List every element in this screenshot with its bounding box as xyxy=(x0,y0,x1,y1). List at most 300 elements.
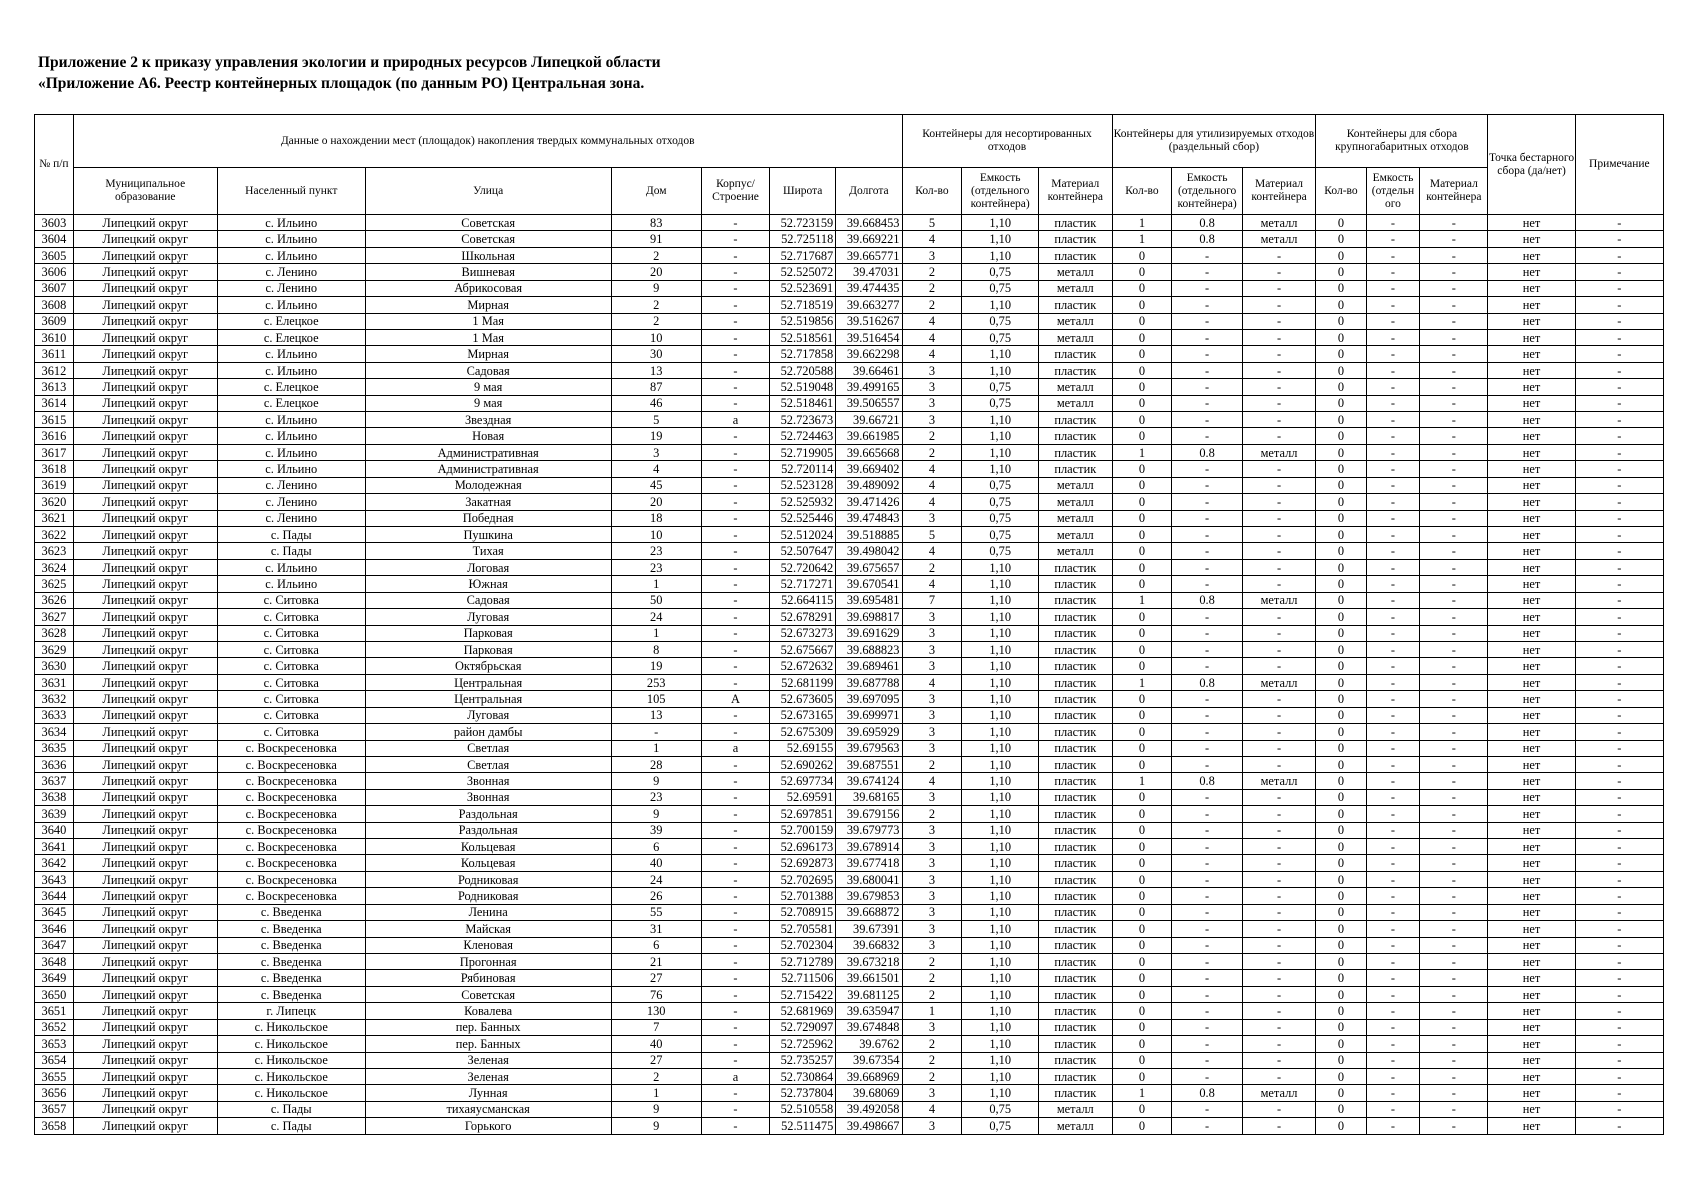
cell-set: с. Воскресеновка xyxy=(217,789,365,805)
cell-bcap: - xyxy=(1366,625,1420,641)
cell-bld: - xyxy=(701,871,769,887)
cell-bld: - xyxy=(701,297,769,313)
cell-mun: Липецкий округ xyxy=(73,953,217,969)
cell-num: 3649 xyxy=(35,970,74,986)
cell-uc: 3 xyxy=(902,362,962,378)
cell-bld: - xyxy=(701,609,769,625)
cell-lat: 52.724463 xyxy=(770,428,836,444)
cell-rcap: 0.8 xyxy=(1172,215,1242,231)
cell-bc: 0 xyxy=(1316,1101,1366,1117)
cell-bld: - xyxy=(701,527,769,543)
table-row xyxy=(35,428,1664,444)
cell-umat: металл xyxy=(1039,494,1113,510)
cell-house: 20 xyxy=(611,264,701,280)
cell-mun: Липецкий округ xyxy=(73,264,217,280)
cell-bc: 0 xyxy=(1316,839,1366,855)
cell-umat: пластик xyxy=(1039,970,1113,986)
cell-lon: 39.681125 xyxy=(836,986,902,1002)
cell-bld: - xyxy=(701,855,769,871)
cell-bmat: - xyxy=(1420,1052,1488,1068)
cell-bc: 0 xyxy=(1316,280,1366,296)
cell-house: 5 xyxy=(611,412,701,428)
cell-bmat: - xyxy=(1420,970,1488,986)
cell-lat: 52.701388 xyxy=(770,888,836,904)
cell-point: нет xyxy=(1488,1003,1575,1019)
cell-rmat: - xyxy=(1242,329,1316,345)
cell-street: Раздольная xyxy=(365,822,611,838)
table-row xyxy=(35,362,1664,378)
cell-rc: 0 xyxy=(1112,461,1172,477)
cell-street: Звездная xyxy=(365,412,611,428)
cell-rmat: металл xyxy=(1242,773,1316,789)
cell-bc: 0 xyxy=(1316,576,1366,592)
cell-mun: Липецкий округ xyxy=(73,576,217,592)
cell-num: 3605 xyxy=(35,247,74,263)
cell-house: 253 xyxy=(611,674,701,690)
cell-house: 7 xyxy=(611,1019,701,1035)
cell-umat: пластик xyxy=(1039,576,1113,592)
cell-mun: Липецкий округ xyxy=(73,1101,217,1117)
table-row xyxy=(35,658,1664,674)
cell-bc: 0 xyxy=(1316,527,1366,543)
cell-bld: - xyxy=(701,543,769,559)
cell-num: 3613 xyxy=(35,379,74,395)
cell-point: нет xyxy=(1488,395,1575,411)
cell-bmat: - xyxy=(1420,855,1488,871)
cell-umat: пластик xyxy=(1039,1052,1113,1068)
cell-num: 3620 xyxy=(35,494,74,510)
cell-lat: 52.692873 xyxy=(770,855,836,871)
document-title xyxy=(38,52,661,94)
cell-set: с. Ситовка xyxy=(217,674,365,690)
cell-house: 87 xyxy=(611,379,701,395)
cell-bc: 0 xyxy=(1316,494,1366,510)
cell-rmat: - xyxy=(1242,297,1316,313)
cell-rc: 0 xyxy=(1112,691,1172,707)
cell-set: с. Воскресеновка xyxy=(217,773,365,789)
cell-mun: Липецкий округ xyxy=(73,806,217,822)
cell-lat: 52.523691 xyxy=(770,280,836,296)
cell-bld: - xyxy=(701,921,769,937)
cell-lat: 52.523128 xyxy=(770,477,836,493)
cell-street: Горького xyxy=(365,1118,611,1134)
cell-bld: - xyxy=(701,970,769,986)
table-row xyxy=(35,412,1664,428)
cell-mun: Липецкий округ xyxy=(73,510,217,526)
cell-num: 3634 xyxy=(35,724,74,740)
cell-uc: 5 xyxy=(902,527,962,543)
cell-ucap: 0,75 xyxy=(962,477,1039,493)
cell-lat: 52.725118 xyxy=(770,231,836,247)
cell-note: - xyxy=(1575,264,1663,280)
cell-num: 3637 xyxy=(35,773,74,789)
cell-ucap: 1,10 xyxy=(962,740,1039,756)
cell-rmat: - xyxy=(1242,641,1316,657)
cell-street: Южная xyxy=(365,576,611,592)
cell-rc: 0 xyxy=(1112,527,1172,543)
cell-street: Административная xyxy=(365,461,611,477)
cell-lat: 52.725962 xyxy=(770,1036,836,1052)
cell-rmat: - xyxy=(1242,953,1316,969)
cell-uc: 2 xyxy=(902,806,962,822)
cell-note: - xyxy=(1575,625,1663,641)
cell-num: 3642 xyxy=(35,855,74,871)
cell-point: нет xyxy=(1488,559,1575,575)
cell-rmat: - xyxy=(1242,264,1316,280)
cell-note: - xyxy=(1575,822,1663,838)
cell-ucap: 0,75 xyxy=(962,280,1039,296)
cell-rc: 0 xyxy=(1112,412,1172,428)
cell-street: Октябрьская xyxy=(365,658,611,674)
cell-rmat: - xyxy=(1242,986,1316,1002)
cell-rmat: - xyxy=(1242,855,1316,871)
cell-point: нет xyxy=(1488,329,1575,345)
cell-bcap: - xyxy=(1366,576,1420,592)
cell-uc: 3 xyxy=(902,658,962,674)
table-row xyxy=(35,1101,1664,1117)
cell-rc: 0 xyxy=(1112,329,1172,345)
cell-lon: 39.697095 xyxy=(836,691,902,707)
cell-rmat: - xyxy=(1242,904,1316,920)
cell-bld: - xyxy=(701,444,769,460)
cell-bmat: - xyxy=(1420,527,1488,543)
cell-bld: - xyxy=(701,756,769,772)
cell-num: 3646 xyxy=(35,921,74,937)
cell-point: нет xyxy=(1488,297,1575,313)
cell-mun: Липецкий округ xyxy=(73,477,217,493)
cell-rmat: - xyxy=(1242,412,1316,428)
cell-ucap: 1,10 xyxy=(962,806,1039,822)
cell-uc: 3 xyxy=(902,379,962,395)
cell-lon: 39.498042 xyxy=(836,543,902,559)
cell-num: 3654 xyxy=(35,1052,74,1068)
cell-uc: 4 xyxy=(902,461,962,477)
cell-bmat: - xyxy=(1420,691,1488,707)
cell-note: - xyxy=(1575,461,1663,477)
cell-bc: 0 xyxy=(1316,691,1366,707)
cell-umat: металл xyxy=(1039,329,1113,345)
cell-street: Новая xyxy=(365,428,611,444)
cell-mun: Липецкий округ xyxy=(73,937,217,953)
cell-mun: Липецкий округ xyxy=(73,1118,217,1134)
cell-street: Абрикосовая xyxy=(365,280,611,296)
cell-rc: 0 xyxy=(1112,1052,1172,1068)
cell-rmat: - xyxy=(1242,527,1316,543)
cell-mun: Липецкий округ xyxy=(73,395,217,411)
cell-uc: 2 xyxy=(902,559,962,575)
cell-rcap: - xyxy=(1172,888,1242,904)
cell-point: нет xyxy=(1488,362,1575,378)
cell-lon: 39.665771 xyxy=(836,247,902,263)
cell-point: нет xyxy=(1488,658,1575,674)
cell-street: тихаяусманская xyxy=(365,1101,611,1117)
cell-note: - xyxy=(1575,559,1663,575)
cell-num: 3603 xyxy=(35,215,74,231)
cell-mun: Липецкий округ xyxy=(73,247,217,263)
cell-ucap: 1,10 xyxy=(962,215,1039,231)
cell-bmat: - xyxy=(1420,395,1488,411)
cell-ucap: 1,10 xyxy=(962,986,1039,1002)
cell-street: Садовая xyxy=(365,362,611,378)
cell-note: - xyxy=(1575,986,1663,1002)
cell-lon: 39.691629 xyxy=(836,625,902,641)
header-recyclable-material: Материал контейнера xyxy=(1242,168,1316,215)
table-row xyxy=(35,215,1664,231)
cell-rmat: - xyxy=(1242,494,1316,510)
cell-rc: 0 xyxy=(1112,921,1172,937)
cell-point: нет xyxy=(1488,904,1575,920)
cell-lon: 39.679156 xyxy=(836,806,902,822)
cell-rmat: - xyxy=(1242,313,1316,329)
cell-ucap: 1,10 xyxy=(962,1052,1039,1068)
cell-lon: 39.498667 xyxy=(836,1118,902,1134)
cell-uc: 4 xyxy=(902,231,962,247)
cell-rc: 0 xyxy=(1112,625,1172,641)
cell-lat: 52.673165 xyxy=(770,707,836,723)
cell-bmat: - xyxy=(1420,641,1488,657)
cell-bc: 0 xyxy=(1316,362,1366,378)
cell-bld: - xyxy=(701,510,769,526)
cell-lat: 52.723673 xyxy=(770,412,836,428)
cell-uc: 4 xyxy=(902,543,962,559)
cell-bc: 0 xyxy=(1316,921,1366,937)
cell-rmat: - xyxy=(1242,822,1316,838)
cell-house: 3 xyxy=(611,444,701,460)
cell-lon: 39.688823 xyxy=(836,641,902,657)
cell-bmat: - xyxy=(1420,773,1488,789)
cell-note: - xyxy=(1575,379,1663,395)
cell-rc: 0 xyxy=(1112,280,1172,296)
cell-house: 50 xyxy=(611,592,701,608)
cell-mun: Липецкий округ xyxy=(73,773,217,789)
cell-street: пер. Банных xyxy=(365,1036,611,1052)
cell-num: 3606 xyxy=(35,264,74,280)
cell-rmat: - xyxy=(1242,756,1316,772)
cell-point: нет xyxy=(1488,921,1575,937)
cell-rmat: металл xyxy=(1242,592,1316,608)
cell-uc: 4 xyxy=(902,1101,962,1117)
cell-bc: 0 xyxy=(1316,806,1366,822)
cell-bcap: - xyxy=(1366,855,1420,871)
cell-street: Центральная xyxy=(365,674,611,690)
cell-point: нет xyxy=(1488,527,1575,543)
cell-bc: 0 xyxy=(1316,986,1366,1002)
cell-note: - xyxy=(1575,395,1663,411)
cell-set: с. Елецкое xyxy=(217,313,365,329)
cell-house: 21 xyxy=(611,953,701,969)
cell-rc: 0 xyxy=(1112,247,1172,263)
cell-lat: 52.717858 xyxy=(770,346,836,362)
cell-mun: Липецкий округ xyxy=(73,215,217,231)
cell-ucap: 1,10 xyxy=(962,1019,1039,1035)
cell-umat: пластик xyxy=(1039,609,1113,625)
cell-bc: 0 xyxy=(1316,641,1366,657)
table-row xyxy=(35,1068,1664,1084)
cell-point: нет xyxy=(1488,215,1575,231)
cell-note: - xyxy=(1575,592,1663,608)
cell-point: нет xyxy=(1488,986,1575,1002)
cell-rmat: - xyxy=(1242,346,1316,362)
cell-num: 3653 xyxy=(35,1036,74,1052)
cell-rcap: - xyxy=(1172,247,1242,263)
cell-point: нет xyxy=(1488,1068,1575,1084)
cell-bcap: - xyxy=(1366,773,1420,789)
cell-uc: 2 xyxy=(902,428,962,444)
cell-set: с. Введенка xyxy=(217,953,365,969)
container-registry-table xyxy=(34,114,1664,1135)
cell-num: 3648 xyxy=(35,953,74,969)
cell-lat: 52.730864 xyxy=(770,1068,836,1084)
cell-lon: 39.635947 xyxy=(836,1003,902,1019)
cell-lat: 52.700159 xyxy=(770,822,836,838)
table-row xyxy=(35,625,1664,641)
cell-bcap: - xyxy=(1366,461,1420,477)
table-row xyxy=(35,740,1664,756)
cell-rc: 0 xyxy=(1112,379,1172,395)
cell-mun: Липецкий округ xyxy=(73,329,217,345)
cell-house: 91 xyxy=(611,231,701,247)
cell-umat: пластик xyxy=(1039,839,1113,855)
cell-bmat: - xyxy=(1420,724,1488,740)
cell-house: - xyxy=(611,724,701,740)
cell-set: с. Ильино xyxy=(217,362,365,378)
cell-bcap: - xyxy=(1366,510,1420,526)
cell-ucap: 1,10 xyxy=(962,592,1039,608)
cell-lon: 39.492058 xyxy=(836,1101,902,1117)
cell-bcap: - xyxy=(1366,1085,1420,1101)
cell-uc: 4 xyxy=(902,346,962,362)
cell-bmat: - xyxy=(1420,871,1488,887)
cell-bld: - xyxy=(701,641,769,657)
table-row xyxy=(35,1085,1664,1101)
cell-rc: 0 xyxy=(1112,1101,1172,1117)
cell-bc: 0 xyxy=(1316,477,1366,493)
cell-bc: 0 xyxy=(1316,609,1366,625)
cell-bc: 0 xyxy=(1316,461,1366,477)
cell-umat: металл xyxy=(1039,527,1113,543)
cell-house: 130 xyxy=(611,1003,701,1019)
cell-ucap: 1,10 xyxy=(962,756,1039,772)
cell-num: 3627 xyxy=(35,609,74,625)
cell-bc: 0 xyxy=(1316,822,1366,838)
cell-rcap: - xyxy=(1172,543,1242,559)
cell-set: с. Ильино xyxy=(217,428,365,444)
cell-ucap: 1,10 xyxy=(962,658,1039,674)
cell-rcap: - xyxy=(1172,806,1242,822)
cell-rc: 0 xyxy=(1112,428,1172,444)
cell-num: 3639 xyxy=(35,806,74,822)
cell-set: с. Ильино xyxy=(217,559,365,575)
cell-rcap: 0.8 xyxy=(1172,773,1242,789)
cell-umat: пластик xyxy=(1039,855,1113,871)
cell-rc: 0 xyxy=(1112,1003,1172,1019)
cell-point: нет xyxy=(1488,806,1575,822)
cell-uc: 3 xyxy=(902,609,962,625)
cell-mun: Липецкий округ xyxy=(73,444,217,460)
cell-bcap: - xyxy=(1366,641,1420,657)
cell-num: 3631 xyxy=(35,674,74,690)
cell-bmat: - xyxy=(1420,1068,1488,1084)
cell-rc: 0 xyxy=(1112,1036,1172,1052)
cell-rmat: - xyxy=(1242,362,1316,378)
cell-uc: 3 xyxy=(902,937,962,953)
cell-bmat: - xyxy=(1420,888,1488,904)
cell-rcap: - xyxy=(1172,937,1242,953)
cell-bc: 0 xyxy=(1316,231,1366,247)
cell-note: - xyxy=(1575,921,1663,937)
cell-bc: 0 xyxy=(1316,543,1366,559)
cell-rcap: - xyxy=(1172,477,1242,493)
cell-mun: Липецкий округ xyxy=(73,346,217,362)
cell-rmat: - xyxy=(1242,921,1316,937)
table-row xyxy=(35,543,1664,559)
cell-rmat: - xyxy=(1242,839,1316,855)
cell-lat: 52.735257 xyxy=(770,1052,836,1068)
cell-note: - xyxy=(1575,740,1663,756)
cell-set: с. Ильино xyxy=(217,461,365,477)
cell-note: - xyxy=(1575,543,1663,559)
cell-rcap: - xyxy=(1172,461,1242,477)
cell-lon: 39.661985 xyxy=(836,428,902,444)
cell-street: Пушкина xyxy=(365,527,611,543)
cell-street: Зеленая xyxy=(365,1068,611,1084)
cell-street: Мирная xyxy=(365,297,611,313)
cell-umat: пластик xyxy=(1039,362,1113,378)
cell-house: 55 xyxy=(611,904,701,920)
cell-bcap: - xyxy=(1366,1003,1420,1019)
cell-ucap: 0,75 xyxy=(962,313,1039,329)
cell-umat: пластик xyxy=(1039,822,1113,838)
cell-rmat: - xyxy=(1242,806,1316,822)
table-row xyxy=(35,756,1664,772)
cell-ucap: 1,10 xyxy=(962,1068,1039,1084)
cell-street: Кольцевая xyxy=(365,855,611,871)
cell-bcap: - xyxy=(1366,297,1420,313)
cell-uc: 3 xyxy=(902,510,962,526)
cell-street: Зеленая xyxy=(365,1052,611,1068)
cell-bc: 0 xyxy=(1316,724,1366,740)
cell-lon: 39.474843 xyxy=(836,510,902,526)
cell-house: 45 xyxy=(611,477,701,493)
cell-lon: 39.471426 xyxy=(836,494,902,510)
cell-rmat: металл xyxy=(1242,1085,1316,1101)
cell-rc: 1 xyxy=(1112,215,1172,231)
cell-bc: 0 xyxy=(1316,395,1366,411)
table-body xyxy=(35,215,1664,1135)
cell-note: - xyxy=(1575,855,1663,871)
cell-bc: 0 xyxy=(1316,625,1366,641)
cell-bc: 0 xyxy=(1316,412,1366,428)
cell-lon: 39.678914 xyxy=(836,839,902,855)
cell-rc: 0 xyxy=(1112,609,1172,625)
cell-set: с. Пады xyxy=(217,543,365,559)
cell-rmat: - xyxy=(1242,1036,1316,1052)
table-row xyxy=(35,329,1664,345)
cell-note: - xyxy=(1575,412,1663,428)
cell-umat: пластик xyxy=(1039,1019,1113,1035)
cell-umat: пластик xyxy=(1039,625,1113,641)
cell-num: 3641 xyxy=(35,839,74,855)
cell-umat: металл xyxy=(1039,1118,1113,1134)
cell-bld: - xyxy=(701,592,769,608)
cell-ucap: 1,10 xyxy=(962,428,1039,444)
table-row xyxy=(35,904,1664,920)
cell-house: 105 xyxy=(611,691,701,707)
header-unsorted-count: Кол-во xyxy=(902,168,962,215)
cell-uc: 3 xyxy=(902,921,962,937)
cell-point: нет xyxy=(1488,494,1575,510)
cell-rmat: - xyxy=(1242,1019,1316,1035)
